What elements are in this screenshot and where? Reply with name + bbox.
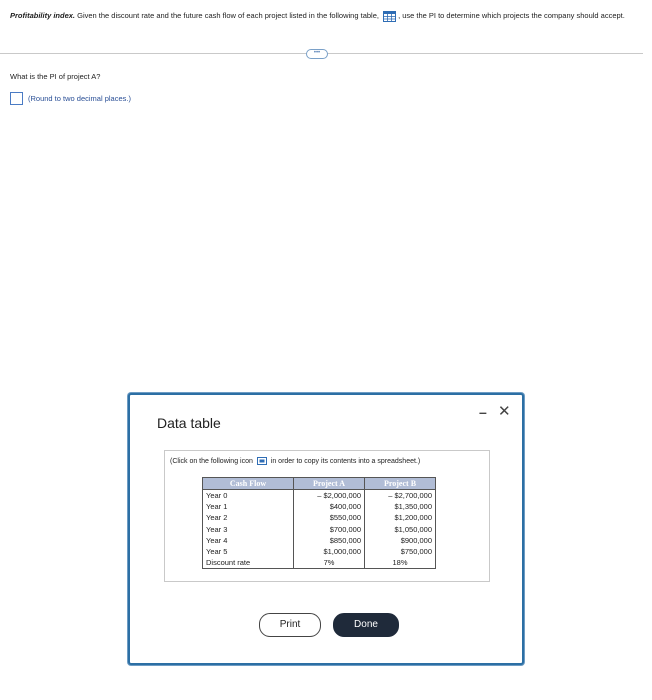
row-label: Year 4 [203, 535, 294, 546]
done-button[interactable]: Done [333, 613, 399, 637]
question-lead: Profitability index. [10, 11, 76, 20]
question-body-end: , use the PI to determine which projects the company should accept. [398, 11, 625, 20]
project-b-value: – $2,700,000 [365, 490, 436, 502]
project-b-value: 18% [365, 557, 436, 569]
header-project-a: Project A [294, 478, 365, 490]
table-row [203, 512, 436, 523]
project-b-value: $750,000 [365, 546, 436, 557]
row-label: Year 2 [203, 512, 294, 523]
data-table-dialog [128, 393, 524, 665]
expand-more-button[interactable]: ••• [306, 49, 328, 59]
row-label: Year 1 [203, 501, 294, 512]
rounding-note: (Round to two decimal places.) [28, 94, 131, 103]
close-button[interactable]: ✕ [498, 403, 511, 420]
table-header-row [203, 478, 436, 490]
project-a-value: $700,000 [294, 524, 365, 535]
project-b-value: $1,200,000 [365, 512, 436, 523]
row-label: Discount rate [203, 557, 294, 569]
project-b-value: $1,350,000 [365, 501, 436, 512]
table-grid-icon[interactable] [383, 11, 396, 22]
prompt-text: What is the PI of project A? [10, 72, 101, 81]
question-text [10, 9, 638, 23]
project-a-value: 7% [294, 557, 365, 569]
data-table-panel [164, 450, 490, 582]
project-a-value: $1,000,000 [294, 546, 365, 557]
project-a-value: $850,000 [294, 535, 365, 546]
project-a-value: $400,000 [294, 501, 365, 512]
table-row [203, 546, 436, 557]
table-row [203, 557, 436, 569]
dialog-title: Data table [157, 415, 221, 431]
row-label: Year 0 [203, 490, 294, 502]
table-row [203, 524, 436, 535]
row-label: Year 5 [203, 546, 294, 557]
copy-instruction [170, 457, 420, 465]
answer-input[interactable] [10, 92, 23, 105]
minimize-button[interactable]: – [479, 404, 487, 420]
copy-icon[interactable] [257, 457, 267, 465]
project-b-value: $900,000 [365, 535, 436, 546]
project-a-value: – $2,000,000 [294, 490, 365, 502]
header-project-b: Project B [365, 478, 436, 490]
project-b-value: $1,050,000 [365, 524, 436, 535]
header-cash-flow: Cash Flow [203, 478, 294, 490]
instruction-after: in order to copy its contents into a spreadsheet.) [270, 457, 421, 465]
table-row [203, 535, 436, 546]
instruction-before: (Click on the following icon [170, 457, 253, 465]
table-row [203, 490, 436, 502]
project-a-value: $550,000 [294, 512, 365, 523]
print-button[interactable]: Print [259, 613, 321, 637]
table-row [203, 501, 436, 512]
cash-flow-table [202, 477, 436, 569]
question-body: Given the discount rate and the future cash flow of each project listed in the following table, [77, 11, 379, 20]
row-label: Year 3 [203, 524, 294, 535]
